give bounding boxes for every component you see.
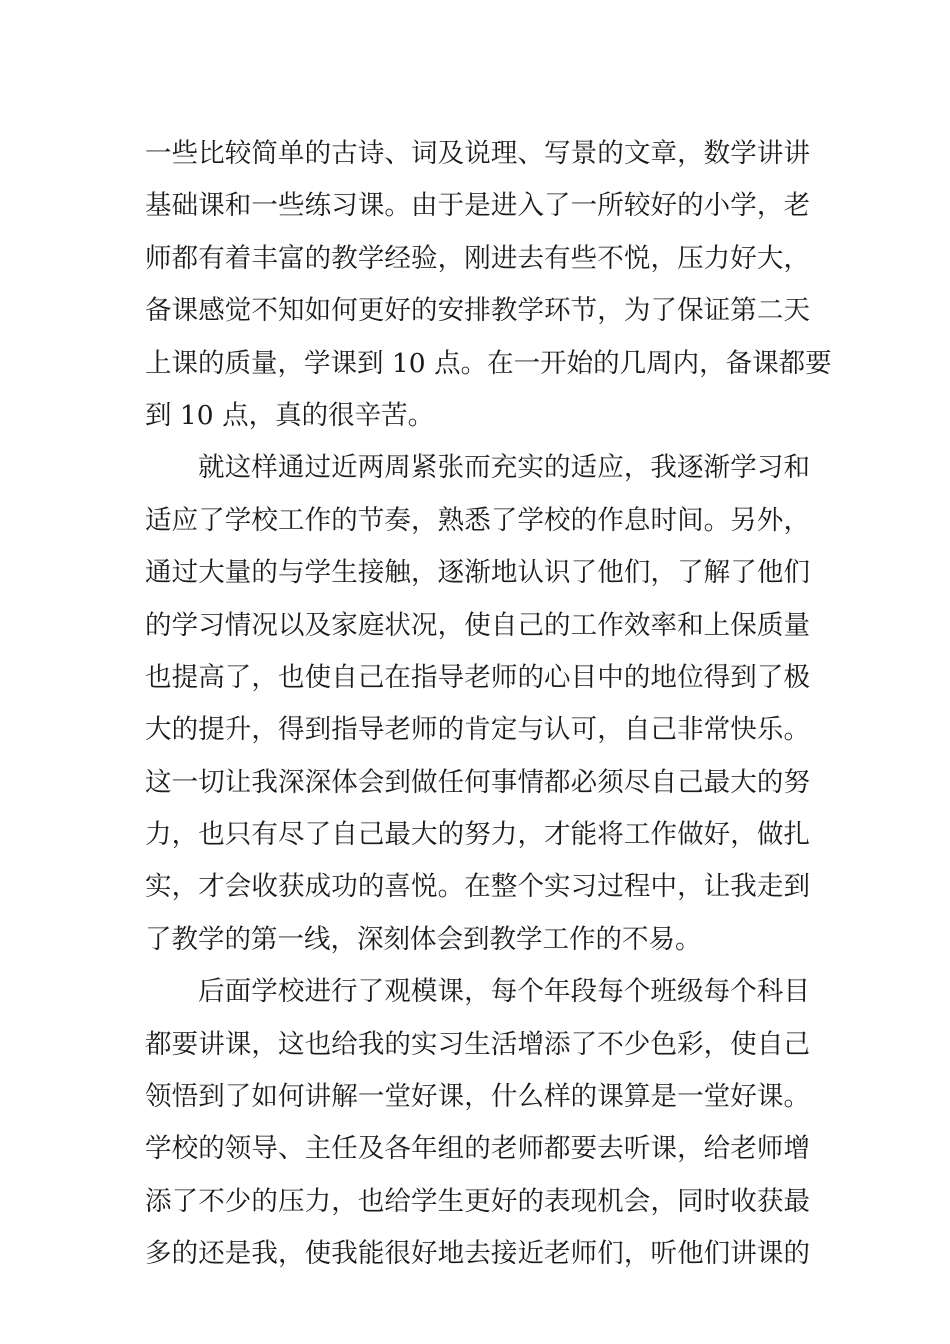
body-text xyxy=(145,128,832,1281)
text-line: 学校的领导、主任及各年组的老师都要去听课，给老师增 xyxy=(145,1133,810,1165)
text-line: 多的还是我，使我能很好地去接近老师们，听他们讲课的 xyxy=(145,1238,810,1270)
text-line: 添了不少的压力，也给学生更好的表现机会，同时收获最 xyxy=(145,1185,810,1217)
paragraph-start-line: 后面学校进行了观模课，每个年段每个班级每个科目 xyxy=(198,976,810,1008)
text-line: 上课的质量，学课到 10 点。在一开始的几周内，备课都要 xyxy=(145,347,832,379)
text-line: 备课感觉不知如何更好的安排教学环节，为了保证第二天 xyxy=(145,295,810,327)
text-line: 的学习情况以及家庭状况，使自己的工作效率和上保质量 xyxy=(145,609,810,641)
text-line: 基础课和一些练习课。由于是进入了一所较好的小学，老 xyxy=(145,190,810,222)
text-line: 适应了学校工作的节奏，熟悉了学校的作息时间。另外， xyxy=(145,504,810,536)
text-line: 这一切让我深深体会到做任何事情都必须尽自己最大的努 xyxy=(145,766,810,798)
text-line: 领悟到了如何讲解一堂好课，什么样的课算是一堂好课。 xyxy=(145,1081,810,1113)
text-line: 实，才会收获成功的喜悦。在整个实习过程中，让我走到 xyxy=(145,871,810,903)
text-line: 也提高了，也使自己在指导老师的心目中的地位得到了极 xyxy=(145,661,810,693)
text-line: 都要讲课，这也给我的实习生活增添了不少色彩，使自己 xyxy=(145,1028,810,1060)
text-line: 力，也只有尽了自己最大的努力，才能将工作做好，做扎 xyxy=(145,819,810,851)
text-line: 大的提升，得到指导老师的肯定与认可，自己非常快乐。 xyxy=(145,714,810,746)
text-line: 通过大量的与学生接触，逐渐地认识了他们，了解了他们 xyxy=(145,557,810,589)
text-line: 到 10 点，真的很辛苦。 xyxy=(145,399,435,431)
paragraph-start-line: 就这样通过近两周紧张而充实的适应，我逐渐学习和 xyxy=(198,452,810,484)
text-line: 一些比较简单的古诗、词及说理、写景的文章，数学讲讲 xyxy=(145,138,810,169)
text-line: 了教学的第一线，深刻体会到教学工作的不易。 xyxy=(145,923,702,955)
text-line: 师都有着丰富的教学经验，刚进去有些不悦，压力好大， xyxy=(145,242,810,274)
